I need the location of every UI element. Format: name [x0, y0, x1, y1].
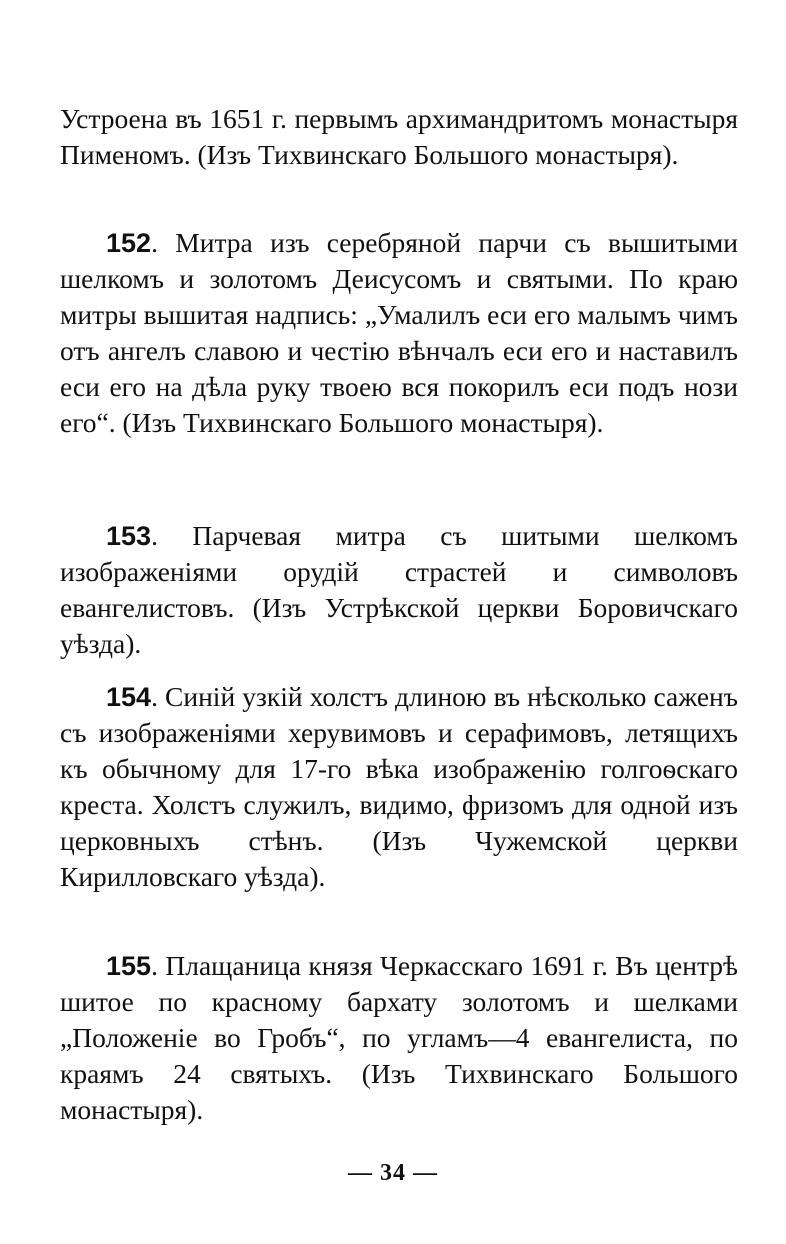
catalog-entry [60, 948, 738, 1128]
catalog-entry [60, 225, 738, 441]
entry-number: 153 [106, 521, 152, 551]
continuation-text: Устроена въ 1651 г. первымъ архимандритомъ монастыря Пименомъ. (Изъ Тихвинскаго Большого монастыря). [60, 103, 738, 170]
entry-number: 155 [106, 951, 152, 981]
entry-number: 152 [106, 228, 152, 258]
page-number: — 34 — [348, 1160, 438, 1186]
entry-number: 154 [106, 682, 152, 712]
catalog-entry [60, 518, 738, 662]
entry-text: . Плащаница князя Черкасскаго 1691 г. Въ центрѣ шитое по красному бархату золотомъ и шелками „Положеніе во Гробъ“, по угламъ—4 евангелиста, по краямъ 24 святыхъ. (Изъ Тихвинскаго Большого монастыря). [60, 950, 738, 1125]
continuation-paragraph [60, 101, 738, 173]
entry-text: . Митра изъ серебряной парчи съ вышитыми шелкомъ и золотомъ Деисусомъ и святыми. По краю митры вышитая надпись: „Умалилъ еси его малымъ чимъ отъ ангелъ славою и честію вѣнчалъ еси его и наставилъ еси его на дѣла руку твоею вся покорилъ еси подъ нози его“. (Изъ Тихвинскаго Большого монастыря). [60, 227, 738, 438]
catalog-entry [60, 679, 738, 895]
entry-text: . Парчевая митра съ шитыми шелкомъ изображеніями орудій страстей и символовъ евангелистовъ. (Изъ Устрѣкской церкви Боровичскаго уѣзда). [60, 520, 738, 659]
entry-text: . Синій узкій холстъ длиною въ нѣсколько саженъ съ изображеніями херувимовъ и серафимовъ, летящихъ къ обычному для 17-го вѣка изображенію голгоѳскаго креста. Холстъ служилъ, видимо, фризомъ для одной изъ церковныхъ стѣнъ. (Изъ Чужемской церкви Кирилловскаго уѣзда). [60, 681, 738, 892]
